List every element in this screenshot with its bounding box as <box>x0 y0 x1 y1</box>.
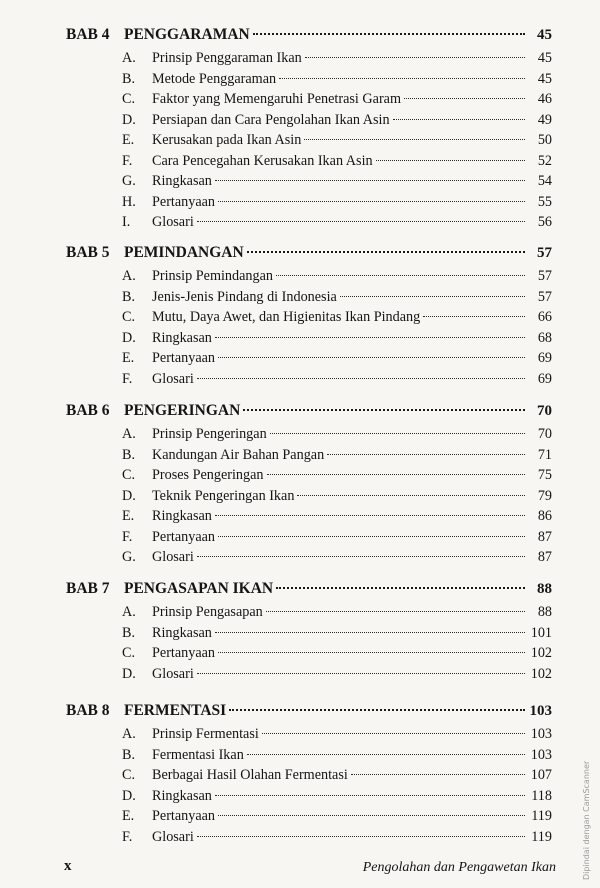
entry-letter: F. <box>122 828 133 845</box>
toc-entry[interactable] <box>66 508 552 529</box>
toc-entry[interactable] <box>66 829 552 850</box>
chapter-section <box>66 580 552 686</box>
entry-title: Ringkasan <box>152 624 212 641</box>
entry-page-number: 46 <box>537 91 552 107</box>
dot-leader <box>262 733 525 734</box>
entry-title: Ringkasan <box>152 329 212 346</box>
dot-leader <box>266 611 525 612</box>
entry-page-number: 57 <box>537 288 552 305</box>
entry-page-number: 107 <box>530 767 552 783</box>
dot-leader <box>243 409 525 411</box>
toc-entry[interactable] <box>66 767 552 788</box>
entry-page-number: 119 <box>531 808 552 824</box>
chapter-heading[interactable] <box>66 580 552 604</box>
entry-letter: D. <box>122 329 136 346</box>
entry-letter: E. <box>122 808 135 824</box>
entry-page-number: 50 <box>537 132 552 148</box>
entry-page-number: 68 <box>537 329 552 346</box>
dot-leader <box>218 652 525 653</box>
entry-title: Glosari <box>152 665 194 682</box>
chapter-title: FERMENTASI <box>124 702 227 719</box>
toc-entry[interactable] <box>66 132 552 153</box>
chapter-number: BAB 5 <box>66 244 110 261</box>
entry-page-number: 79 <box>537 487 552 504</box>
dot-leader <box>215 795 525 796</box>
entry-page-number: 119 <box>531 828 552 845</box>
entry-page-number: 69 <box>537 350 552 366</box>
entry-page-number: 66 <box>537 309 552 325</box>
entry-letter: D. <box>122 111 136 128</box>
entry-letter: C. <box>122 91 136 107</box>
toc-entry[interactable] <box>66 91 552 112</box>
dot-leader <box>218 357 525 358</box>
scanner-watermark: Dipindai dengan CamScanner <box>582 760 591 880</box>
entry-page-number: 49 <box>537 111 552 128</box>
entry-page-number: 69 <box>537 370 552 387</box>
toc-entry[interactable] <box>66 726 552 747</box>
entry-title: Metode Penggaraman <box>152 70 277 87</box>
toc-entry[interactable] <box>66 808 552 829</box>
entry-letter: D. <box>122 787 136 804</box>
dot-leader <box>197 221 525 222</box>
entry-page-number: 55 <box>537 193 552 210</box>
chapter-number: BAB 8 <box>66 702 110 719</box>
toc-entry[interactable] <box>66 447 552 468</box>
entry-letter: A. <box>122 50 136 66</box>
entry-title: Kerusakan pada Ikan Asin <box>152 132 302 148</box>
entry-title: Prinsip Pengeringan <box>152 426 267 442</box>
toc-entry[interactable] <box>66 549 552 570</box>
entry-letter: E. <box>122 132 135 148</box>
chapter-title: PENGERINGAN <box>124 402 241 419</box>
entry-page-number: 102 <box>530 645 552 661</box>
entry-title: Fermentasi Ikan <box>152 746 244 763</box>
entry-page-number: 70 <box>537 426 552 442</box>
entry-letter: A. <box>122 726 136 742</box>
chapter-number: BAB 7 <box>66 580 110 597</box>
entry-title: Mutu, Daya Awet, dan Higienitas Ikan Pindang <box>152 309 421 325</box>
entry-title: Cara Pencegahan Kerusakan Ikan Asin <box>152 152 373 169</box>
entry-title: Pertanyaan <box>152 193 216 210</box>
dot-leader <box>279 78 525 79</box>
entry-title: Faktor yang Memengaruhi Penetrasi Garam <box>152 91 401 107</box>
dot-leader <box>376 160 525 161</box>
entry-letter: B. <box>122 446 136 463</box>
entry-page-number: 45 <box>537 50 552 66</box>
entry-title: Teknik Pengeringan Ikan <box>152 487 295 504</box>
entry-page-number: 118 <box>531 787 552 804</box>
dot-leader <box>423 316 525 317</box>
entry-letter: A. <box>122 426 136 442</box>
dot-leader <box>327 454 525 455</box>
entry-title: Prinsip Penggaraman Ikan <box>152 50 302 66</box>
entry-page-number: 57 <box>537 268 552 284</box>
chapter-title: PEMINDANGAN <box>124 244 244 261</box>
chapter-heading[interactable] <box>66 26 552 50</box>
entry-title: Jenis-Jenis Pindang di Indonesia <box>152 288 337 305</box>
toc-entry[interactable] <box>66 747 552 768</box>
toc-entry[interactable] <box>66 153 552 174</box>
chapter-title: PENGASAPAN IKAN <box>124 580 274 597</box>
entry-title: Pertanyaan <box>152 645 216 661</box>
entry-letter: B. <box>122 288 136 305</box>
toc-entry[interactable] <box>66 350 552 371</box>
entry-letter: D. <box>122 665 136 682</box>
entry-page-number: 103 <box>530 726 552 742</box>
toc-entry[interactable] <box>66 666 552 687</box>
entry-title: Persiapan dan Cara Pengolahan Ikan Asin <box>152 111 390 128</box>
entry-letter: C. <box>122 467 136 483</box>
dot-leader <box>218 536 525 537</box>
entry-title: Glosari <box>152 828 194 845</box>
chapter-heading[interactable] <box>66 402 552 426</box>
dot-leader <box>197 836 525 837</box>
entry-letter: E. <box>122 508 135 524</box>
dot-leader <box>229 709 525 711</box>
entry-page-number: 56 <box>537 214 552 230</box>
entry-page-number: 71 <box>537 446 552 463</box>
toc-entry[interactable] <box>66 173 552 194</box>
entry-title: Prinsip Fermentasi <box>152 726 259 742</box>
entry-page-number: 52 <box>537 152 552 169</box>
entry-letter: C. <box>122 309 136 325</box>
dot-leader <box>276 275 525 276</box>
entry-title: Glosari <box>152 549 194 565</box>
chapter-page-number: 70 <box>537 403 552 419</box>
entry-page-number: 87 <box>537 549 552 565</box>
toc-entry[interactable] <box>66 788 552 809</box>
dot-leader <box>247 251 525 253</box>
dot-leader <box>351 774 525 775</box>
dot-leader <box>393 119 525 120</box>
entry-title: Ringkasan <box>152 787 212 804</box>
chapter-page-number: 57 <box>537 245 552 261</box>
entry-letter: F. <box>122 528 133 545</box>
entry-letter: C. <box>122 767 136 783</box>
entry-title: Pertanyaan <box>152 808 216 824</box>
entry-letter: F. <box>122 370 133 387</box>
entry-page-number: 54 <box>537 173 552 189</box>
entry-letter: B. <box>122 624 136 641</box>
dot-leader <box>218 201 525 202</box>
chapter-section <box>66 402 552 570</box>
entry-title: Pertanyaan <box>152 528 216 545</box>
dot-leader <box>215 337 525 338</box>
dot-leader <box>276 587 525 589</box>
toc-entry[interactable] <box>66 604 552 625</box>
dot-leader <box>218 815 525 816</box>
entry-letter: F. <box>122 152 133 169</box>
dot-leader <box>197 673 525 674</box>
entry-page-number: 87 <box>537 528 552 545</box>
toc-entry[interactable] <box>66 112 552 133</box>
toc-entry[interactable] <box>66 289 552 310</box>
toc-entry[interactable] <box>66 467 552 488</box>
entry-letter: I. <box>122 214 131 230</box>
entry-letter: D. <box>122 487 136 504</box>
dot-leader <box>197 378 525 379</box>
dot-leader <box>247 754 525 755</box>
toc-entry[interactable] <box>66 330 552 351</box>
dot-leader <box>267 474 525 475</box>
entry-title: Prinsip Pengasapan <box>152 604 263 620</box>
entry-letter: A. <box>122 604 136 620</box>
dot-leader <box>304 139 525 140</box>
toc-entry[interactable] <box>66 645 552 666</box>
chapter-number: BAB 6 <box>66 402 110 419</box>
dot-leader <box>305 57 525 58</box>
dot-leader <box>297 495 525 496</box>
dot-leader <box>270 433 525 434</box>
entry-letter: A. <box>122 268 136 284</box>
toc-entry[interactable] <box>66 488 552 509</box>
chapter-section <box>66 26 552 235</box>
entry-title: Ringkasan <box>152 173 212 189</box>
toc-entry[interactable] <box>66 50 552 71</box>
toc-entry[interactable] <box>66 625 552 646</box>
footer-book-title: Pengolahan dan Pengawetan Ikan <box>362 860 556 875</box>
dot-leader <box>340 296 525 297</box>
toc-entry[interactable] <box>66 309 552 330</box>
toc-entry[interactable] <box>66 268 552 289</box>
entry-letter: H. <box>122 193 136 210</box>
entry-letter: B. <box>122 70 136 87</box>
entry-title: Kandungan Air Bahan Pangan <box>152 446 325 463</box>
chapter-heading[interactable] <box>66 244 552 268</box>
toc-entry[interactable] <box>66 371 552 392</box>
chapter-page-number: 45 <box>537 27 552 43</box>
dot-leader <box>197 556 525 557</box>
toc-entry[interactable] <box>66 194 552 215</box>
dot-leader <box>215 180 525 181</box>
chapter-heading[interactable] <box>66 702 552 726</box>
chapter-section <box>66 702 552 849</box>
dot-leader <box>215 632 525 633</box>
entry-page-number: 88 <box>537 604 552 620</box>
entry-letter: G. <box>122 549 136 565</box>
entry-letter: B. <box>122 746 136 763</box>
chapter-section <box>66 244 552 391</box>
entry-title: Proses Pengeringan <box>152 467 264 483</box>
entry-title: Berbagai Hasil Olahan Fermentasi <box>152 767 348 783</box>
chapter-page-number: 88 <box>537 581 552 597</box>
entry-letter: G. <box>122 173 136 189</box>
entry-page-number: 101 <box>530 624 552 641</box>
entry-page-number: 86 <box>537 508 552 524</box>
toc-entry[interactable] <box>66 71 552 92</box>
entry-page-number: 75 <box>537 467 552 483</box>
entry-page-number: 102 <box>530 665 552 682</box>
entry-page-number: 103 <box>530 746 552 763</box>
chapter-number: BAB 4 <box>66 26 110 43</box>
dot-leader <box>215 515 525 516</box>
entry-title: Pertanyaan <box>152 350 216 366</box>
entry-page-number: 45 <box>537 70 552 87</box>
footer-page-number: x <box>64 858 72 874</box>
entry-letter: C. <box>122 645 136 661</box>
dot-leader <box>404 98 525 99</box>
toc-entry[interactable] <box>66 529 552 550</box>
entry-title: Prinsip Pemindangan <box>152 268 273 284</box>
entry-letter: E. <box>122 350 135 366</box>
toc-entry[interactable] <box>66 214 552 235</box>
chapter-page-number: 103 <box>529 703 552 719</box>
chapter-title: PENGGARAMAN <box>124 26 250 43</box>
entry-title: Ringkasan <box>152 508 212 524</box>
entry-title: Glosari <box>152 214 194 230</box>
entry-title: Glosari <box>152 370 194 387</box>
dot-leader <box>253 33 525 35</box>
toc-entry[interactable] <box>66 426 552 447</box>
